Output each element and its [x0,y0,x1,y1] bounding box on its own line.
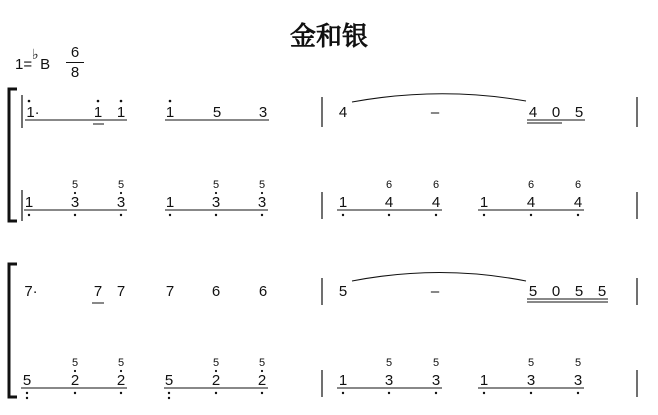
note: 3 [257,194,267,211]
note: 1 [479,372,489,389]
note: 5 [71,179,79,191]
measure-2-lower [337,357,584,394]
octave-dots [342,214,579,216]
note: 5 [71,357,79,369]
dash: – [430,104,440,121]
note: 2 [257,372,267,389]
measure-2-lower [337,179,584,216]
note: 5 [528,283,538,300]
note: 5 [338,283,348,300]
rest: 0 [551,104,561,121]
score-title: 金和银 [289,22,368,52]
note: 2 [211,372,221,389]
note: 5 [117,357,125,369]
note: 5 [22,372,32,389]
note: 1 [24,194,34,211]
note: 5 [574,357,582,369]
note: 7· [24,283,38,300]
note: 6 [258,283,268,300]
note: 4 [573,194,583,211]
note: 5 [212,104,222,121]
rest: 0 [551,283,561,300]
octave-dots [28,192,263,216]
measure-2-upper [339,273,608,303]
note: 4 [431,194,441,211]
note: 6 [527,179,535,191]
note: 5 [212,357,220,369]
high-octave-dot [28,100,31,103]
note: 4 [526,194,536,211]
high-octave-dot [169,100,172,103]
system-bracket [9,264,17,397]
octave-dots [342,392,579,394]
measure-1-lower [21,357,268,399]
measure-2-upper [339,94,585,123]
note: 3 [431,372,441,389]
note: 6 [385,179,393,191]
note: 4 [338,104,348,121]
note: 1 [116,104,126,121]
flat-sign: ♭ [32,46,39,62]
note: 3 [526,372,536,389]
note: 3 [116,194,126,211]
octave-dots [26,370,263,399]
key-tonic: B [40,56,51,73]
note: 1 [479,194,489,211]
note: 5 [258,357,266,369]
note: 6 [211,283,221,300]
note: 1· [26,104,40,121]
note: 3 [211,194,221,211]
note: 3 [573,372,583,389]
system-1 [9,89,637,221]
note: 5 [117,179,125,191]
time-denominator: 8 [70,64,80,81]
note: 1 [93,104,103,121]
system-bracket [9,89,17,221]
note: 1 [338,194,348,211]
note: 1 [165,194,175,211]
note: 4 [384,194,394,211]
note: 5 [258,179,266,191]
high-octave-dot [97,100,100,103]
note: 7 [165,283,175,300]
tie-arc [352,273,526,282]
note: 4 [528,104,538,121]
note: 2 [70,372,80,389]
note: 5 [385,357,393,369]
measure-1-lower [24,179,268,216]
key-prefix: 1= [15,56,33,73]
measure-1-upper [25,100,269,124]
note: 5 [574,104,584,121]
note: 5 [212,179,220,191]
note: 5 [164,372,174,389]
note: 3 [384,372,394,389]
tie-arc [352,94,526,102]
note: 2 [116,372,126,389]
note: 1 [338,372,348,389]
dash: – [430,283,440,300]
note: 3 [258,104,268,121]
time-numerator: 6 [70,44,80,61]
note: 5 [432,357,440,369]
high-octave-dot [120,100,123,103]
note: 1 [165,104,175,121]
system-2 [9,264,637,399]
note: 6 [432,179,440,191]
note: 3 [70,194,80,211]
note: 7 [93,283,103,300]
measure-1-upper [24,283,267,303]
note: 6 [574,179,582,191]
note: 5 [597,283,607,300]
note: 5 [527,357,535,369]
note: 7 [116,283,126,300]
note: 5 [574,283,584,300]
